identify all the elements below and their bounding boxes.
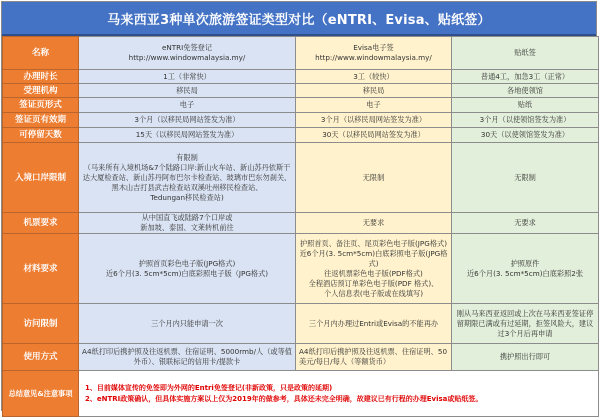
sticker-cell	[452, 234, 599, 304]
row-label: 签证页有效期	[3, 113, 79, 128]
row-label: 材料要求	[3, 234, 79, 304]
summary-note: 1、目前媒体宣传的免签即为外网的Entri免签登记(非新政策，只是政策的延期)	[85, 383, 333, 392]
evisa-cell: 移民局	[296, 84, 452, 98]
row-label: 受理机构	[3, 84, 79, 98]
evisa-cell: A4纸打印后携护照及往返机票、住宿证明、50美元/每日/每人（等额货币）	[296, 344, 452, 371]
summary-notes	[79, 371, 599, 417]
table-row	[3, 84, 599, 98]
evisa-line: 个人信息表(电子版或在线填写)	[323, 288, 424, 298]
table-row	[3, 234, 599, 304]
row-label: 机票要求	[3, 213, 79, 234]
entri-line: 护照首页彩色电子版(JPG格式)	[138, 258, 236, 268]
evisa-cell	[296, 234, 452, 304]
sticker-line: 近6个月(3. 5cm*5cm)白底彩照2张	[466, 268, 584, 278]
row-label: 办理时长	[3, 70, 79, 84]
table-row	[3, 344, 599, 371]
sticker-line: 护照原件	[510, 258, 540, 268]
sticker-cell: 贴纸	[452, 98, 599, 113]
evisa-line: 往返机票彩色电子版(PDF格式)	[324, 268, 423, 278]
summary-row	[3, 371, 599, 417]
visa-comparison-sheet	[1, 1, 597, 411]
entri-line: 从中国直飞或陆路7个口岸或	[141, 213, 233, 222]
entri-cell: 三个月内只能申请一次	[79, 304, 296, 344]
entri-line: （马来所有入境机场&7个陆路口岸:新山火车站、新山苏丹依斯干达大厦检查站、新山苏丹阿布巴尔卡检查站、玻璃市巴东勿刹关、黑木山吉打县武吉检查站双溪吐州移民检查站、	[82, 162, 292, 192]
sticker-cell: 普通4工，加急3工（正常）	[452, 70, 599, 84]
evisa-cell: 三个月内办理过Entri或Evisa的不能再办	[296, 304, 452, 344]
evisa-cell: 3工（较快）	[296, 70, 452, 84]
entri-cell: A4纸打印后携护照及往返机票、住宿证明、5000rmb/人（或等值外币）、银联标记的信用卡/提款卡	[79, 344, 296, 371]
entri-cell	[79, 213, 296, 234]
row-label: 名称	[3, 37, 79, 70]
entri-cell: 15天（以移民局网站签发为准）	[79, 128, 296, 143]
sticker-cell: 30天（以使领馆签发为准）	[452, 128, 599, 143]
comparison-table	[2, 36, 599, 417]
sticker-cell: 无要求	[452, 213, 599, 234]
entri-line: Tedungan移民检查站)	[150, 192, 224, 202]
row-label: 签证页形式	[3, 98, 79, 113]
sticker-cell: 3个月（以使领馆签发为准）	[452, 113, 599, 128]
evisa-cell: 30天（以移民局网站签发为准）	[296, 128, 452, 143]
entri-line: 有限制	[176, 152, 198, 162]
evisa-line: 全程酒店预订单彩色电子版(PDF 格式)、	[308, 278, 439, 288]
table-row	[3, 113, 599, 128]
sticker-header: 贴纸签	[452, 37, 599, 70]
entri-line: 近6个月(3. 5cm*5cm)白底彩照电子版（JPG格式)	[105, 268, 269, 278]
row-label: 访问限制	[3, 304, 79, 344]
entri-url[interactable]: http://www.windowmalaysia.my/	[128, 53, 246, 62]
entri-cell	[79, 234, 296, 304]
evisa-line: 护照首页、备注页、尾页彩色电子版(JPG格式)近6个月(3. 5cm*5cm)白底彩照电子版(JPG格式)	[299, 238, 448, 268]
entri-cell: 移民局	[79, 84, 296, 98]
entri-cell	[79, 143, 296, 213]
table-row	[3, 213, 599, 234]
summary-note: 2、eNTRI政策确认，但具体实施方案以上仅为2019年的做参考，具体还未完全明确，故建议已有行程的办理Evisa或贴纸签。	[85, 394, 483, 403]
row-label: 使用方式	[3, 344, 79, 371]
summary-label: 总结意见&注意事项	[3, 371, 79, 417]
row-label: 可停留天数	[3, 128, 79, 143]
entri-cell: 电子	[79, 98, 296, 113]
page-title: 马来西亚3种单次旅游签证类型对比（eNTRI、Evisa、贴纸签）	[2, 2, 596, 36]
sticker-cell: 携护照出行即可	[452, 344, 599, 371]
sticker-cell: 刚从马来西亚返回或上次在马来西亚签证停留期限已满或有过延期，拒签风险大，建议过3个月后再申请	[452, 304, 599, 344]
evisa-header	[296, 37, 452, 70]
sticker-cell: 无限制	[452, 143, 599, 213]
row-label: 入境口岸限制	[3, 143, 79, 213]
table-row	[3, 128, 599, 143]
table-row	[3, 98, 599, 113]
evisa-name: Evisa电子签	[353, 43, 394, 52]
table-row	[3, 304, 599, 344]
evisa-cell: 无限制	[296, 143, 452, 213]
entri-name: eNTRI免签登记	[161, 43, 213, 52]
evisa-cell: 3个月（以移民局网站签发为准）	[296, 113, 452, 128]
sticker-cell: 各地使领馆	[452, 84, 599, 98]
table-row	[3, 70, 599, 84]
evisa-url[interactable]: http://www.windowmalaysia.my/	[315, 53, 432, 62]
evisa-cell: 电子	[296, 98, 452, 113]
evisa-cell: 无要求	[296, 213, 452, 234]
entri-cell: 3个月（以移民局网站签发为准）	[79, 113, 296, 128]
table-row	[3, 143, 599, 213]
entri-cell: 1工（非常快）	[79, 70, 296, 84]
entri-line: 新加坡、泰国、文莱转机前往	[140, 223, 234, 232]
entri-header	[79, 37, 296, 70]
table-row-name	[3, 37, 599, 70]
